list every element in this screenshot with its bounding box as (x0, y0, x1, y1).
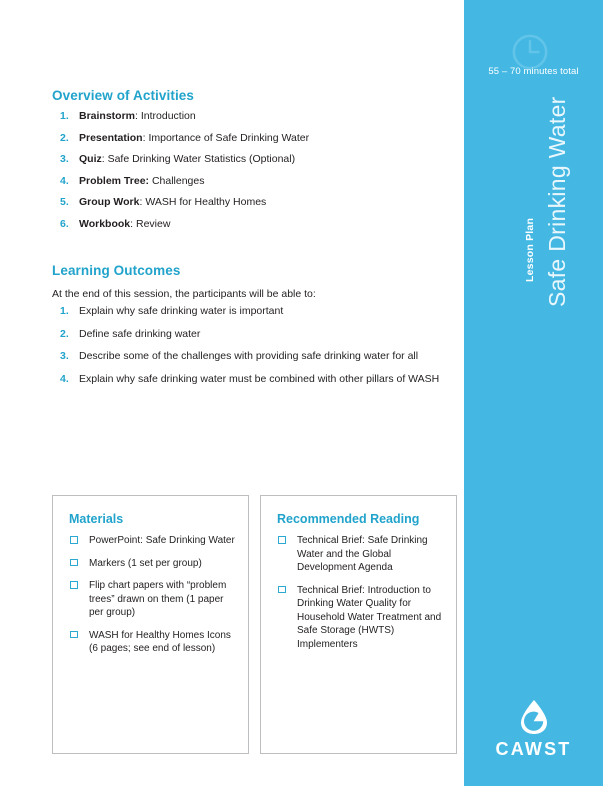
list-item-number: 6. (60, 217, 69, 230)
checklist-item[interactable] (67, 629, 240, 656)
materials-checklist (67, 534, 240, 665)
checklist-item[interactable] (275, 584, 448, 652)
cawst-logo (464, 699, 603, 760)
checkbox-icon[interactable] (70, 559, 78, 567)
materials-heading: Materials (69, 512, 124, 526)
list-item-number: 4. (60, 174, 69, 187)
list-item-label: Quiz (79, 153, 102, 165)
list-item-label: Group Work (79, 196, 140, 208)
cawst-wordmark: CAWST (495, 739, 572, 759)
list-item-text: Describe some of the challenges with providing safe drinking water for all (79, 350, 419, 362)
learning-outcomes-heading: Learning Outcomes (52, 263, 181, 278)
checkbox-icon[interactable] (70, 631, 78, 639)
checklist-item[interactable] (275, 534, 448, 575)
checklist-item-label: Technical Brief: Safe Drinking Water and the Global Development Agenda (297, 535, 428, 573)
list-item (52, 175, 452, 188)
checklist-item[interactable] (67, 579, 240, 620)
list-item-number: 4. (60, 372, 69, 385)
list-item-label: Brainstorm (79, 110, 136, 122)
session-duration: 55 – 70 minutes total (488, 66, 579, 77)
list-item-number: 3. (60, 350, 69, 362)
checklist-item-label: Flip chart papers with “problem trees” drawn on them (1 paper per group) (89, 580, 227, 618)
recommended-reading-checklist (275, 534, 448, 660)
overview-of-activities-heading: Overview of Activities (52, 88, 195, 103)
checkbox-icon[interactable] (70, 581, 78, 589)
lesson-sidebar (464, 0, 603, 786)
checkbox-icon[interactable] (278, 536, 286, 544)
list-item-text: : Safe Drinking Water Statistics (Optional) (101, 153, 296, 165)
list-item-text: : Importance of Safe Drinking Water (142, 131, 310, 144)
list-item-text: Challenges (149, 174, 205, 187)
outcomes-list (52, 305, 452, 395)
list-item-text: : Introduction (135, 110, 196, 122)
list-item-text: : WASH for Healthy Homes (139, 196, 267, 208)
list-item (52, 328, 452, 341)
recommended-reading-heading: Recommended Reading (277, 512, 420, 526)
activities-list (52, 110, 452, 239)
water-droplet-icon (519, 699, 549, 735)
list-item-number: 3. (60, 153, 69, 165)
list-item-text: Explain why safe drinking water must be combined with other pillars of WASH (79, 372, 440, 385)
list-item-text: : Review (130, 217, 171, 230)
list-item (52, 196, 452, 209)
list-item (52, 153, 452, 166)
materials-box (52, 495, 249, 754)
checklist-item-label: WASH for Healthy Homes Icons (6 pages; see end of lesson) (89, 629, 231, 654)
lesson-plan-kicker: Lesson Plan (524, 217, 536, 282)
checklist-item[interactable] (67, 534, 240, 548)
vertical-title-block (464, 0, 603, 500)
learning-outcomes-intro: At the end of this session, the participants will be able to: (52, 288, 316, 300)
list-item (52, 110, 452, 123)
checklist-item[interactable] (67, 557, 240, 571)
list-item-label: Presentation (79, 131, 143, 144)
list-item-text: Explain why safe drinking water is important (79, 305, 284, 317)
checkbox-icon[interactable] (70, 536, 78, 544)
list-item-number: 5. (60, 196, 69, 208)
list-item-number: 2. (60, 131, 69, 144)
checkbox-icon[interactable] (278, 586, 286, 594)
checklist-item-label: PowerPoint: Safe Drinking Water (89, 535, 235, 546)
recommended-reading-box (260, 495, 457, 754)
list-item (52, 218, 452, 231)
list-item-number: 1. (60, 110, 69, 122)
list-item-text: Define safe drinking water (79, 327, 201, 340)
list-item (52, 350, 452, 363)
list-item-label: Problem Tree: (79, 174, 150, 187)
list-item-number: 2. (60, 327, 69, 340)
checklist-item-label: Technical Brief: Introduction to Drinking Water Quality for Household Water Treatment and Safe Storage (HWTS) Implementers (297, 584, 442, 650)
list-item (52, 373, 452, 386)
list-item (52, 305, 452, 318)
list-item-label: Workbook (79, 217, 131, 230)
list-item-number: 1. (60, 305, 69, 317)
checklist-item-label: Markers (1 set per group) (89, 557, 202, 569)
list-item (52, 132, 452, 145)
lesson-title: Safe Drinking Water (544, 96, 570, 307)
